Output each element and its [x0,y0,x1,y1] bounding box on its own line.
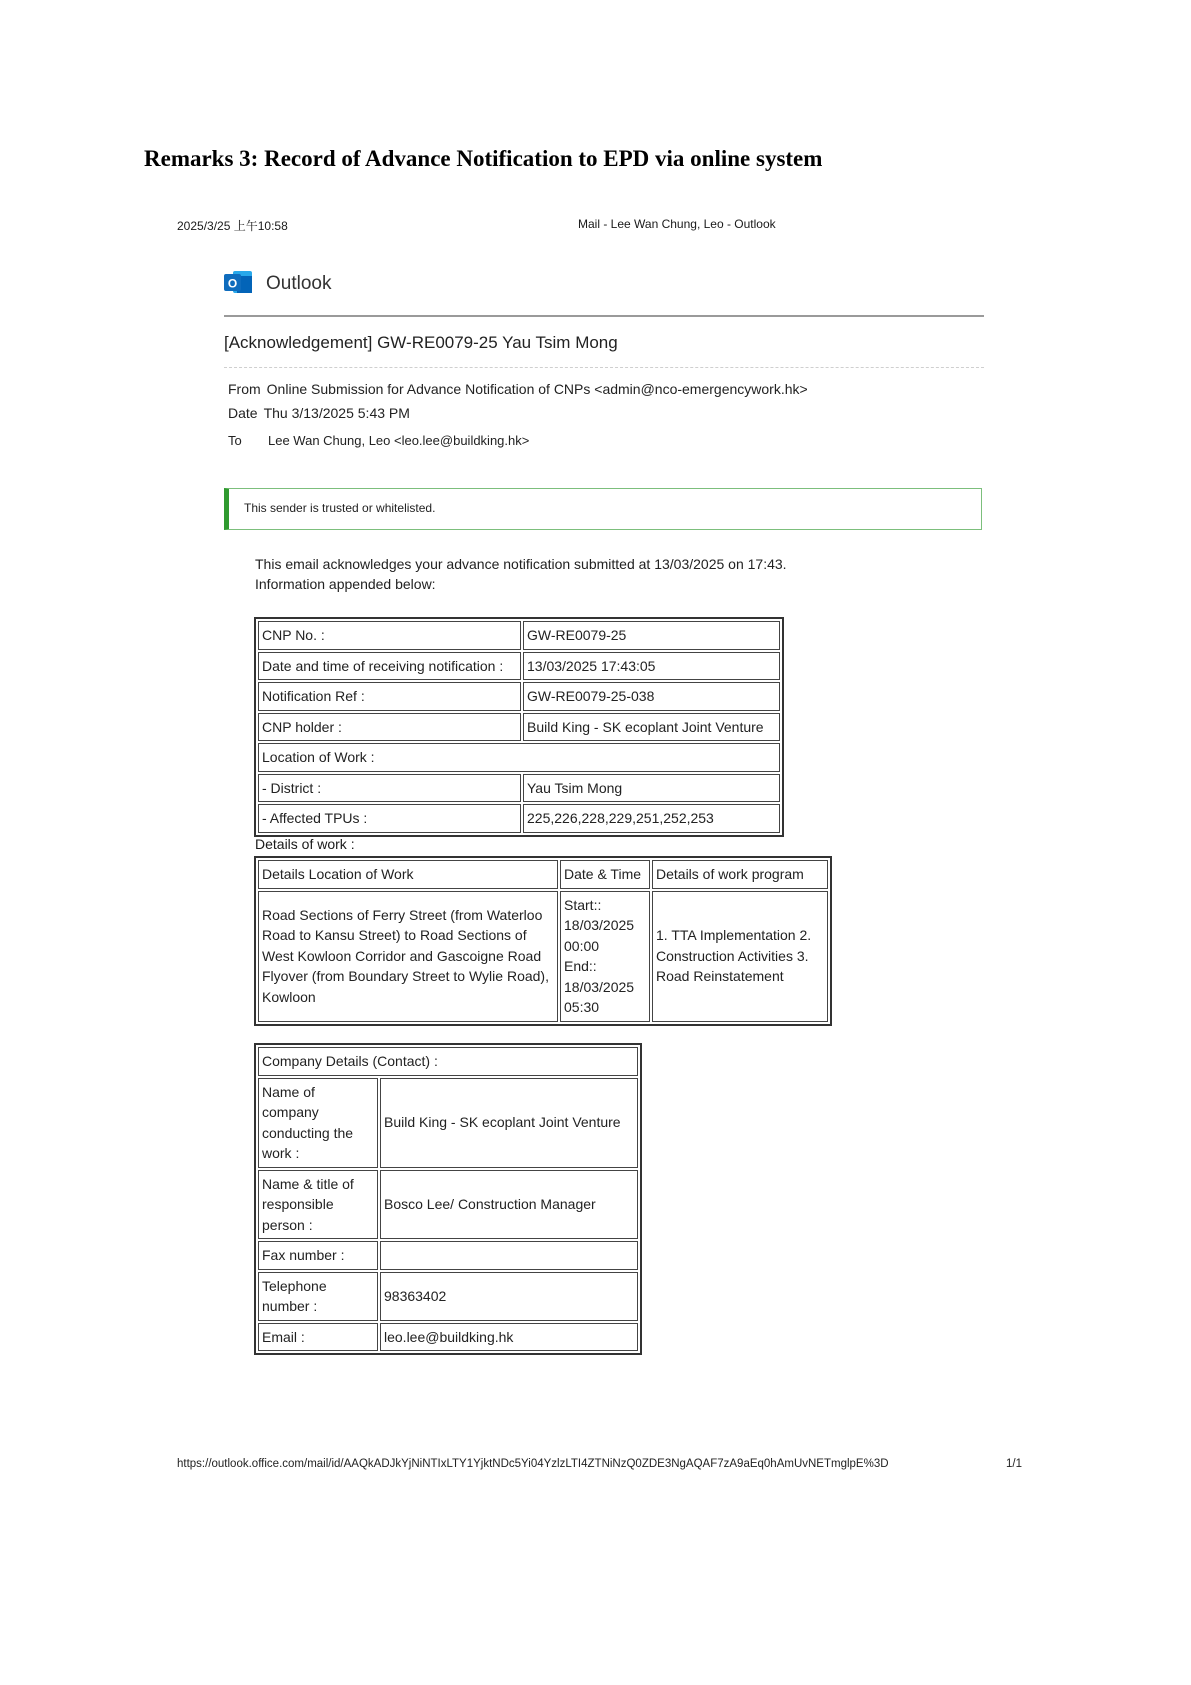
table-row [258,1241,638,1270]
company-details-table [254,1043,642,1355]
date-value: Thu 3/13/2025 5:43 PM [263,405,410,421]
email-subject: [Acknowledgement] GW-RE0079-25 Yau Tsim Mong [224,333,618,352]
column-header: Details Location of Work [258,860,558,889]
cnp-key: Date and time of receiving notification : [258,652,521,681]
email-from [228,381,808,397]
company-key: Name & title of responsible person : [258,1170,378,1240]
cnp-key: CNP No. : [258,621,521,650]
table-header-row [258,860,828,889]
table-row [258,1078,638,1168]
end-label: End:: [564,958,597,974]
date-label: Date [228,405,258,421]
start-date: 18/03/2025 [564,917,635,933]
cnp-key: - Affected TPUs : [258,804,521,833]
cnp-table [254,617,784,837]
company-key: Telephone number : [258,1272,378,1321]
table-row [258,1170,638,1240]
company-header: Company Details (Contact) : [258,1047,638,1076]
table-row [258,682,780,711]
cnp-value: GW-RE0079-25-038 [523,682,780,711]
table-row [258,621,780,650]
print-datetime: 2025/3/25 上午10:58 [177,219,288,233]
cnp-key: Notification Ref : [258,682,521,711]
print-footer-page: 1/1 [1006,1458,1022,1470]
company-value: Build King - SK ecoplant Joint Venture [380,1078,638,1168]
work-program: 1. TTA Implementation 2. Construction Activities 3. Road Reinstatement [652,891,828,1022]
cnp-key: Location of Work : [258,743,780,772]
trust-banner-text: This sender is trusted or whitelisted. [244,501,436,515]
company-value: 98363402 [380,1272,638,1321]
from-label: From [228,381,261,397]
to-label: To [228,433,242,448]
body-intro: This email acknowledges your advance notification submitted at 13/03/2025 on 17:43. [255,556,787,572]
header-divider [224,315,984,317]
table-row [258,713,780,742]
subject-divider [224,367,984,368]
cnp-value: 13/03/2025 17:43:05 [523,652,780,681]
table-row [258,743,780,772]
company-email: leo.lee@buildking.hk [380,1323,638,1352]
table-row [258,804,780,833]
from-value: Online Submission for Advance Notification of CNPs <admin@nco-emergencywork.hk> [266,381,808,397]
end-time: 05:30 [564,999,600,1015]
table-row [258,652,780,681]
print-footer-url: https://outlook.office.com/mail/id/AAQkADJkYjNiNTIxLTY1YjktNDc5Yi04YzlzLTI4ZTNiNzQ0ZDE3NgAQAF7zA9aEq0hAmUvNETmglpE%3D [177,1458,889,1470]
cnp-key: CNP holder : [258,713,521,742]
print-page-title: Mail - Lee Wan Chung, Leo - Outlook [578,217,776,231]
app-name: Outlook [266,273,332,294]
cnp-value: 225,226,228,229,251,252,253 [523,804,780,833]
cnp-value: Build King - SK ecoplant Joint Venture [523,713,780,742]
company-key: Fax number : [258,1241,378,1270]
column-header: Details of work program [652,860,828,889]
work-location: Road Sections of Ferry Street (from Waterloo Road to Kansu Street) to Road Sections of West Kowloon Corridor and Gascoigne Road Flyover (from Boundary Street to Wylie Road), Kowloon [258,891,558,1022]
work-details-table [254,856,832,1026]
table-row [258,774,780,803]
cnp-value: Yau Tsim Mong [523,774,780,803]
company-value [380,1241,638,1270]
company-value: Bosco Lee/ Construction Manager [380,1170,638,1240]
company-key: Email : [258,1323,378,1352]
start-time: 00:00 [564,937,600,954]
table-row [258,1323,638,1352]
table-row [258,1272,638,1321]
email-date [228,405,410,421]
end-date: 18/03/2025 [564,978,635,995]
company-key: Name of company conducting the work : [258,1078,378,1168]
document-title: Remarks 3: Record of Advance Notification to EPD via online system [144,146,823,171]
to-value: Lee Wan Chung, Leo <leo.lee@buildking.hk> [268,433,530,448]
body-appended: Information appended below: [255,576,436,592]
outlook-logo-letter: O [227,276,238,291]
outlook-logo-icon [223,269,253,295]
start-label: Start:: [564,896,602,913]
email-to [228,433,529,448]
work-date-time [560,891,650,1022]
work-details-label: Details of work : [255,836,355,852]
column-header: Date & Time [560,860,650,889]
cnp-key: - District : [258,774,521,803]
table-header-row [258,1047,638,1076]
table-row [258,891,828,1022]
cnp-value: GW-RE0079-25 [523,621,780,650]
